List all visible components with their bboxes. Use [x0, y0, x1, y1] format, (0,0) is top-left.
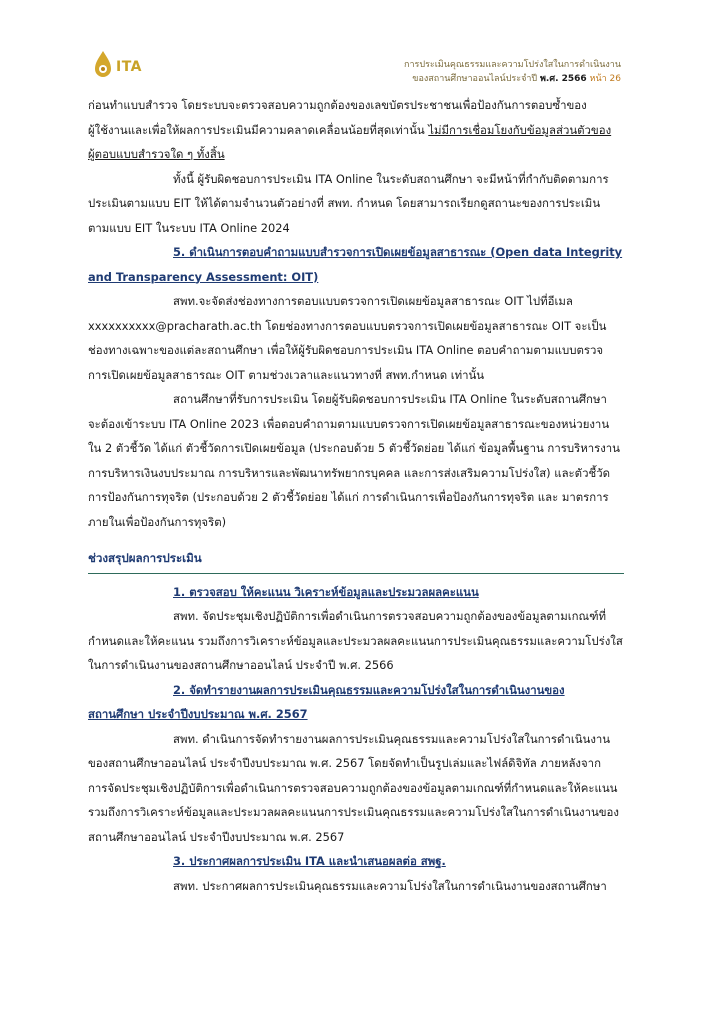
page-number: หน้า 26: [589, 74, 621, 84]
section-heading: and Transparency Assessment: OIT): [88, 269, 319, 284]
section-heading: 1. ตรวจสอบ ให้คะแนน วิเคราะห์ข้อมูลและประมวลผลคะแนน: [173, 584, 479, 599]
text-line: ประเมินตามแบบ EIT ให้ได้ตามจำนวนตัวอย่างที่ สพท. กำหนด โดยสามารถเรียกดูสถานะของการประเมิน: [88, 196, 601, 210]
text-line: สพท. ประกาศผลการประเมินคุณธรรมและความโปร่งใสในการดำเนินงานของสถานศึกษา: [173, 878, 607, 893]
page-header: [0, 0, 709, 90]
phase-title: ช่วงสรุปผลการประเมิน: [88, 551, 202, 565]
text-line: ก่อนทำแบบสำรวจ โดยระบบจะตรวจสอบความถูกต้องของเลขบัตรประชาชนเพื่อป้องกันการตอบซ้ำของ: [88, 98, 587, 112]
text-line: สพท. จัดประชุมเชิงปฏิบัติการเพื่อดำเนินการตรวจสอบความถูกต้องของข้อมูลตามเกณฑ์ที่: [173, 609, 607, 623]
header-year: พ.ศ. 2566: [540, 74, 587, 84]
paragraph-eit-monitor: [88, 167, 624, 241]
divider: [88, 573, 624, 574]
text-line: การจัดประชุมเชิงปฏิบัติการเพื่อดำเนินการตรวจสอบความถูกต้องของข้อมูลตามเกณฑ์ที่กำหนดและให้คะแนน: [88, 780, 618, 795]
header-subtitle-prefix: ของสถานศึกษาออนไลน์ประจำปี: [412, 74, 538, 84]
text-line: ในการดำเนินงานของสถานศึกษาออนไลน์ ประจำปี พ.ศ. 2566: [88, 658, 394, 672]
text-line: การบริหารเงินงบประมาณ การบริหารและพัฒนาทรัพยากรบุคคล และการส่งเสริมความโปร่งใส) และตัวชี้วัด: [88, 465, 610, 480]
logo-text: ITA: [116, 59, 143, 75]
text-line: [88, 118, 624, 143]
section-5-heading: [88, 240, 624, 289]
text-line: สพท.จะจัดส่งช่องทางการตอบแบบตรวจการเปิดเผยข้อมูลสาธารณะ OIT ไปที่อีเมล: [173, 294, 573, 308]
section-heading: 3. ประกาศผลการประเมิน ITA และนำเสนอผลต่อ สพฐ.: [173, 854, 446, 868]
header-subtitle: [412, 71, 621, 85]
step-3: [88, 849, 624, 898]
underlined-text: ผู้ตอบแบบสำรวจใด ๆ ทั้งสิ้น: [88, 147, 225, 161]
paragraph-oit-channel: [88, 289, 624, 387]
section-heading: 5. ดำเนินการตอบคำถามแบบสำรวจการเปิดเผยข้อมูลสาธารณะ (Open data Integrity: [173, 245, 623, 259]
header-title: การประเมินคุณธรรมและความโปร่งใสในการดำเนินงาน: [404, 60, 621, 70]
text-line: การป้องกันการทุจริต (ประกอบด้วย 2 ตัวชี้วัดย่อย ได้แก่ การดำเนินการเพื่อป้องกันการทุจริต และ มาตรการ: [88, 490, 609, 504]
text-line: xxxxxxxxxx@pracharath.ac.th โดยช่องทางการตอบแบบตรวจการเปิดเผยข้อมูลสาธารณะ OIT จะเป็น: [88, 318, 607, 333]
text-line: สถานศึกษาที่รับการประเมิน โดยผู้รับผิดชอบการประเมิน ITA Online ในระดับสถานศึกษา: [173, 392, 607, 406]
step-1: [88, 580, 624, 678]
ita-logo: [92, 50, 154, 84]
section-heading: 2. จัดทำรายงานผลการประเมินคุณธรรมและความโปร่งใสในการดำเนินงานของ: [173, 682, 565, 697]
text-line: สถานศึกษาออนไลน์ ประจำปีงบประมาณ พ.ศ. 2567: [88, 829, 345, 844]
text-line: กำหนดและให้คะแนน รวมถึงการวิเคราะห์ข้อมูลและประมวลผลคะแนนการประเมินคุณธรรมและความโปร่งใส: [88, 633, 623, 648]
text-line: ใน 2 ตัวชี้วัด ได้แก่ ตัวชี้วัดการเปิดเผยข้อมูล (ประกอบด้วย 5 ตัวชี้วัดย่อย ได้แก่ ข้อมูลพื้นฐาน การบริหารงาน: [88, 441, 620, 455]
text-line: ช่องทางเฉพาะของแต่ละสถานศึกษา เพื่อให้ผู้รับผิดชอบการประเมิน ITA Online ตอบคำถามตามแบบตรวจ: [88, 343, 604, 357]
section-heading: สถานศึกษา ประจำปีงบประมาณ พ.ศ. 2567: [88, 707, 308, 721]
spacer: [88, 534, 624, 546]
text-line: รวมถึงการวิเคราะห์ข้อมูลและประมวลผลคะแนนการประเมินคุณธรรมและความโปร่งใสในการดำเนินงานของ: [88, 805, 619, 819]
text-segment: ผู้ใช้งานและเพื่อให้ผลการประเมินมีความคลาดเคลื่อนน้อยที่สุดเท่านั้น: [88, 122, 429, 137]
underlined-text: ไม่มีการเชื่อมโยงกับข้อมูลส่วนตัวของ: [428, 122, 612, 137]
document-body: [88, 93, 624, 898]
text-line: ของสถานศึกษาออนไลน์ ประจำปีงบประมาณ พ.ศ. 2567 โดยจัดทำเป็นรูปเล่มและไฟล์ดิจิทัล ภายหลังจาก: [88, 756, 601, 770]
paragraph-oit-indicators: [88, 387, 624, 534]
text-line: ทั้งนี้ ผู้รับผิดชอบการประเมิน ITA Online ในระดับสถานศึกษา จะมีหน้าที่กำกับติดตามการ: [173, 171, 609, 186]
text-line: ตามแบบ EIT ในระบบ ITA Online 2024: [88, 220, 290, 235]
text-line: ภายในเพื่อป้องกันการทุจริต): [88, 514, 227, 529]
step-2: [88, 678, 624, 850]
ita-emblem-icon: [92, 50, 114, 82]
text-line: การเปิดเผยข้อมูลสาธารณะ OIT ตามช่วงเวลาและแนวทางที่ สพท.กำหนด เท่านั้น: [88, 367, 485, 382]
text-line: จะต้องเข้าระบบ ITA Online 2023 เพื่อตอบคำถามตามแบบตรวจการเปิดเผยข้อมูลสาธารณะของหน่วยงาน: [88, 416, 610, 431]
text-line: สพท. ดำเนินการจัดทำรายงานผลการประเมินคุณธรรมและความโปร่งใสในการดำเนินงาน: [173, 731, 611, 746]
paragraph-survey-note: [88, 93, 624, 167]
